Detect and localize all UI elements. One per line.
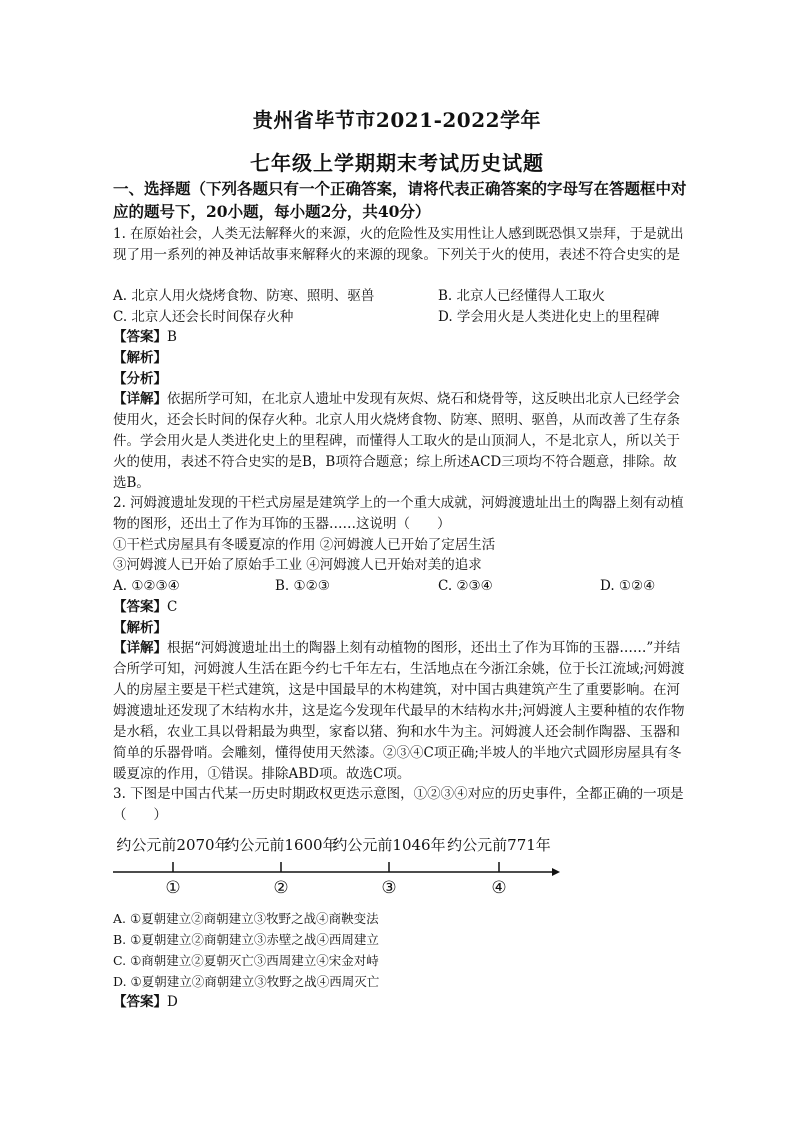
answer-tag: 【答案】 (113, 329, 167, 345)
answer-tag: 【答案】 (113, 994, 167, 1010)
timeline-year-label: 约公元前2070年 (116, 836, 230, 854)
q3-answer-value: D (167, 994, 178, 1010)
page-title-line2: 七年级上学期期末考试历史试题 (250, 151, 544, 175)
q2-option-a: A. ①②③④ (113, 578, 180, 594)
q1-fenxi-tag: 【分析】 (113, 371, 167, 387)
q1-explanation-text: 依据所学可知，在北京人遗址中发现有灰烬、烧石和烧骨等，这反映出北京人已经学会使用火，还会长时间的保存火种。北京人用火烧烤食物、防寒、照明、驱兽，从而改善了生存条件。学会用火是人类进化史上的里程碑，而懂得人工取火的是山顶洞人，不是北京人，所以关于火的使用，表述不符合史实的是B，B项符合题意；综上所述ACD三项均不符合题意，排除。故选B。 (113, 391, 680, 491)
q1-jiexi-tag: 【解析】 (113, 350, 167, 366)
page-title-line1: 贵州省毕节市2021-2022学年 (252, 108, 542, 132)
q3-option-c: C. ①商朝建立②夏朝灭亡③西周建立④宋金对峙 (113, 953, 379, 968)
q2-stem: 2. 河姆渡遗址发现的干栏式房屋是建筑学上的一个重大成就，河姆渡遗址出土的陶器上刻有动植物的图形，还出土了作为耳饰的玉器……这说明（ ） (113, 495, 684, 532)
timeline-year-label: 约公元前1046年 (332, 836, 446, 854)
q1-option-b: B. 北京人已经懂得人工取火 (438, 288, 606, 304)
q3-answer (113, 992, 688, 1013)
timeline-arrowhead (552, 868, 560, 876)
q2-explanation-text: 根据“河姆渡遗址出土的陶器上刻有动植物的图形，还出土了作为耳饰的玉器……”并结合所学可知，河姆渡人生活在距今约七千年左右，生活地点在今浙江余姚，位于长江流域;河姆渡人的房屋主要是干栏式建筑，这是中国最早的木构建筑，对中国古典建筑产生了重要影响。在河姆渡遗址还发现了木结构水井，这是迄今发现年代最早的木结构水井;河姆渡人主要种植的农作物是水稻，农业工具以骨耜最为典型，家畜以猪、狗和水牛为主。河姆渡人还会制作陶器、玉器和简单的乐器骨哨。会雕刻，懂得使用天然漆。②③④C项正确;半坡人的半地穴式圆形房屋具有冬暖夏凉的作用，①错误。排除ABD项。故选C项。 (113, 640, 685, 782)
q3-option-b: B. ①夏朝建立②商朝建立③赤壁之战④西周建立 (113, 932, 379, 947)
q3-stem: 3. 下图是中国古代某一历史时期政权更迭示意图，①②③④对应的历史事件，全都正确的一项是（ ） (113, 786, 684, 823)
answer-tag: 【答案】 (113, 599, 167, 615)
q2-option-c: C. ②③④ (438, 578, 493, 594)
q2-option-b: B. ①②③ (275, 578, 330, 594)
q2-statement-2: ③河姆渡人已开始了原始手工业 ④河姆渡人已开始对美的追求 (113, 557, 482, 573)
timeline-event-marker: ④ (491, 878, 507, 898)
q1-option-a: A. 北京人用火烧烤食物、防寒、照明、驱兽 (113, 288, 375, 304)
section-heading: 一、选择题（下列各题只有一个正确答案，请将代表正确答案的字母写在答题框中对应的题号下，20小题，每小题2分，共40分） (113, 179, 687, 221)
timeline-event-marker: ② (273, 878, 289, 898)
timeline-event-marker: ③ (381, 878, 397, 898)
q1-option-d: D. 学会用火是人类进化史上的里程碑 (438, 309, 660, 325)
q2-answer-value: C (167, 599, 178, 615)
xiangjie-tag: 【详解】 (113, 640, 167, 656)
timeline-year-label: 约公元前771年 (447, 836, 551, 854)
q3-option-d: D. ①夏朝建立②商朝建立③牧野之战④西周灭亡 (113, 974, 380, 989)
q2-statement-1: ①干栏式房屋具有冬暖夏凉的作用 ②河姆渡人已开始了定居生活 (113, 537, 496, 553)
xiangjie-tag: 【详解】 (113, 391, 167, 407)
q1-answer-value: B (167, 329, 177, 345)
q1-option-c: C. 北京人还会长时间保存火种 (113, 309, 294, 325)
timeline-event-marker: ① (165, 878, 181, 898)
timeline-year-label: 约公元前1600年 (224, 836, 338, 854)
q1-stem: 1. 在原始社会，人类无法解释火的来源，火的危险性及实用性让人感到既恐惧又崇拜，于是就出现了用一系列的神及神话故事来解释火的来源的现象。下列关于火的使用，表述不符合史实的是 (113, 226, 684, 263)
q2-option-d: D. ①②④ (600, 578, 656, 594)
q3-option-a: A. ①夏朝建立②商朝建立③牧野之战④商鞅变法 (113, 911, 379, 926)
q2-jiexi-tag: 【解析】 (113, 620, 167, 636)
